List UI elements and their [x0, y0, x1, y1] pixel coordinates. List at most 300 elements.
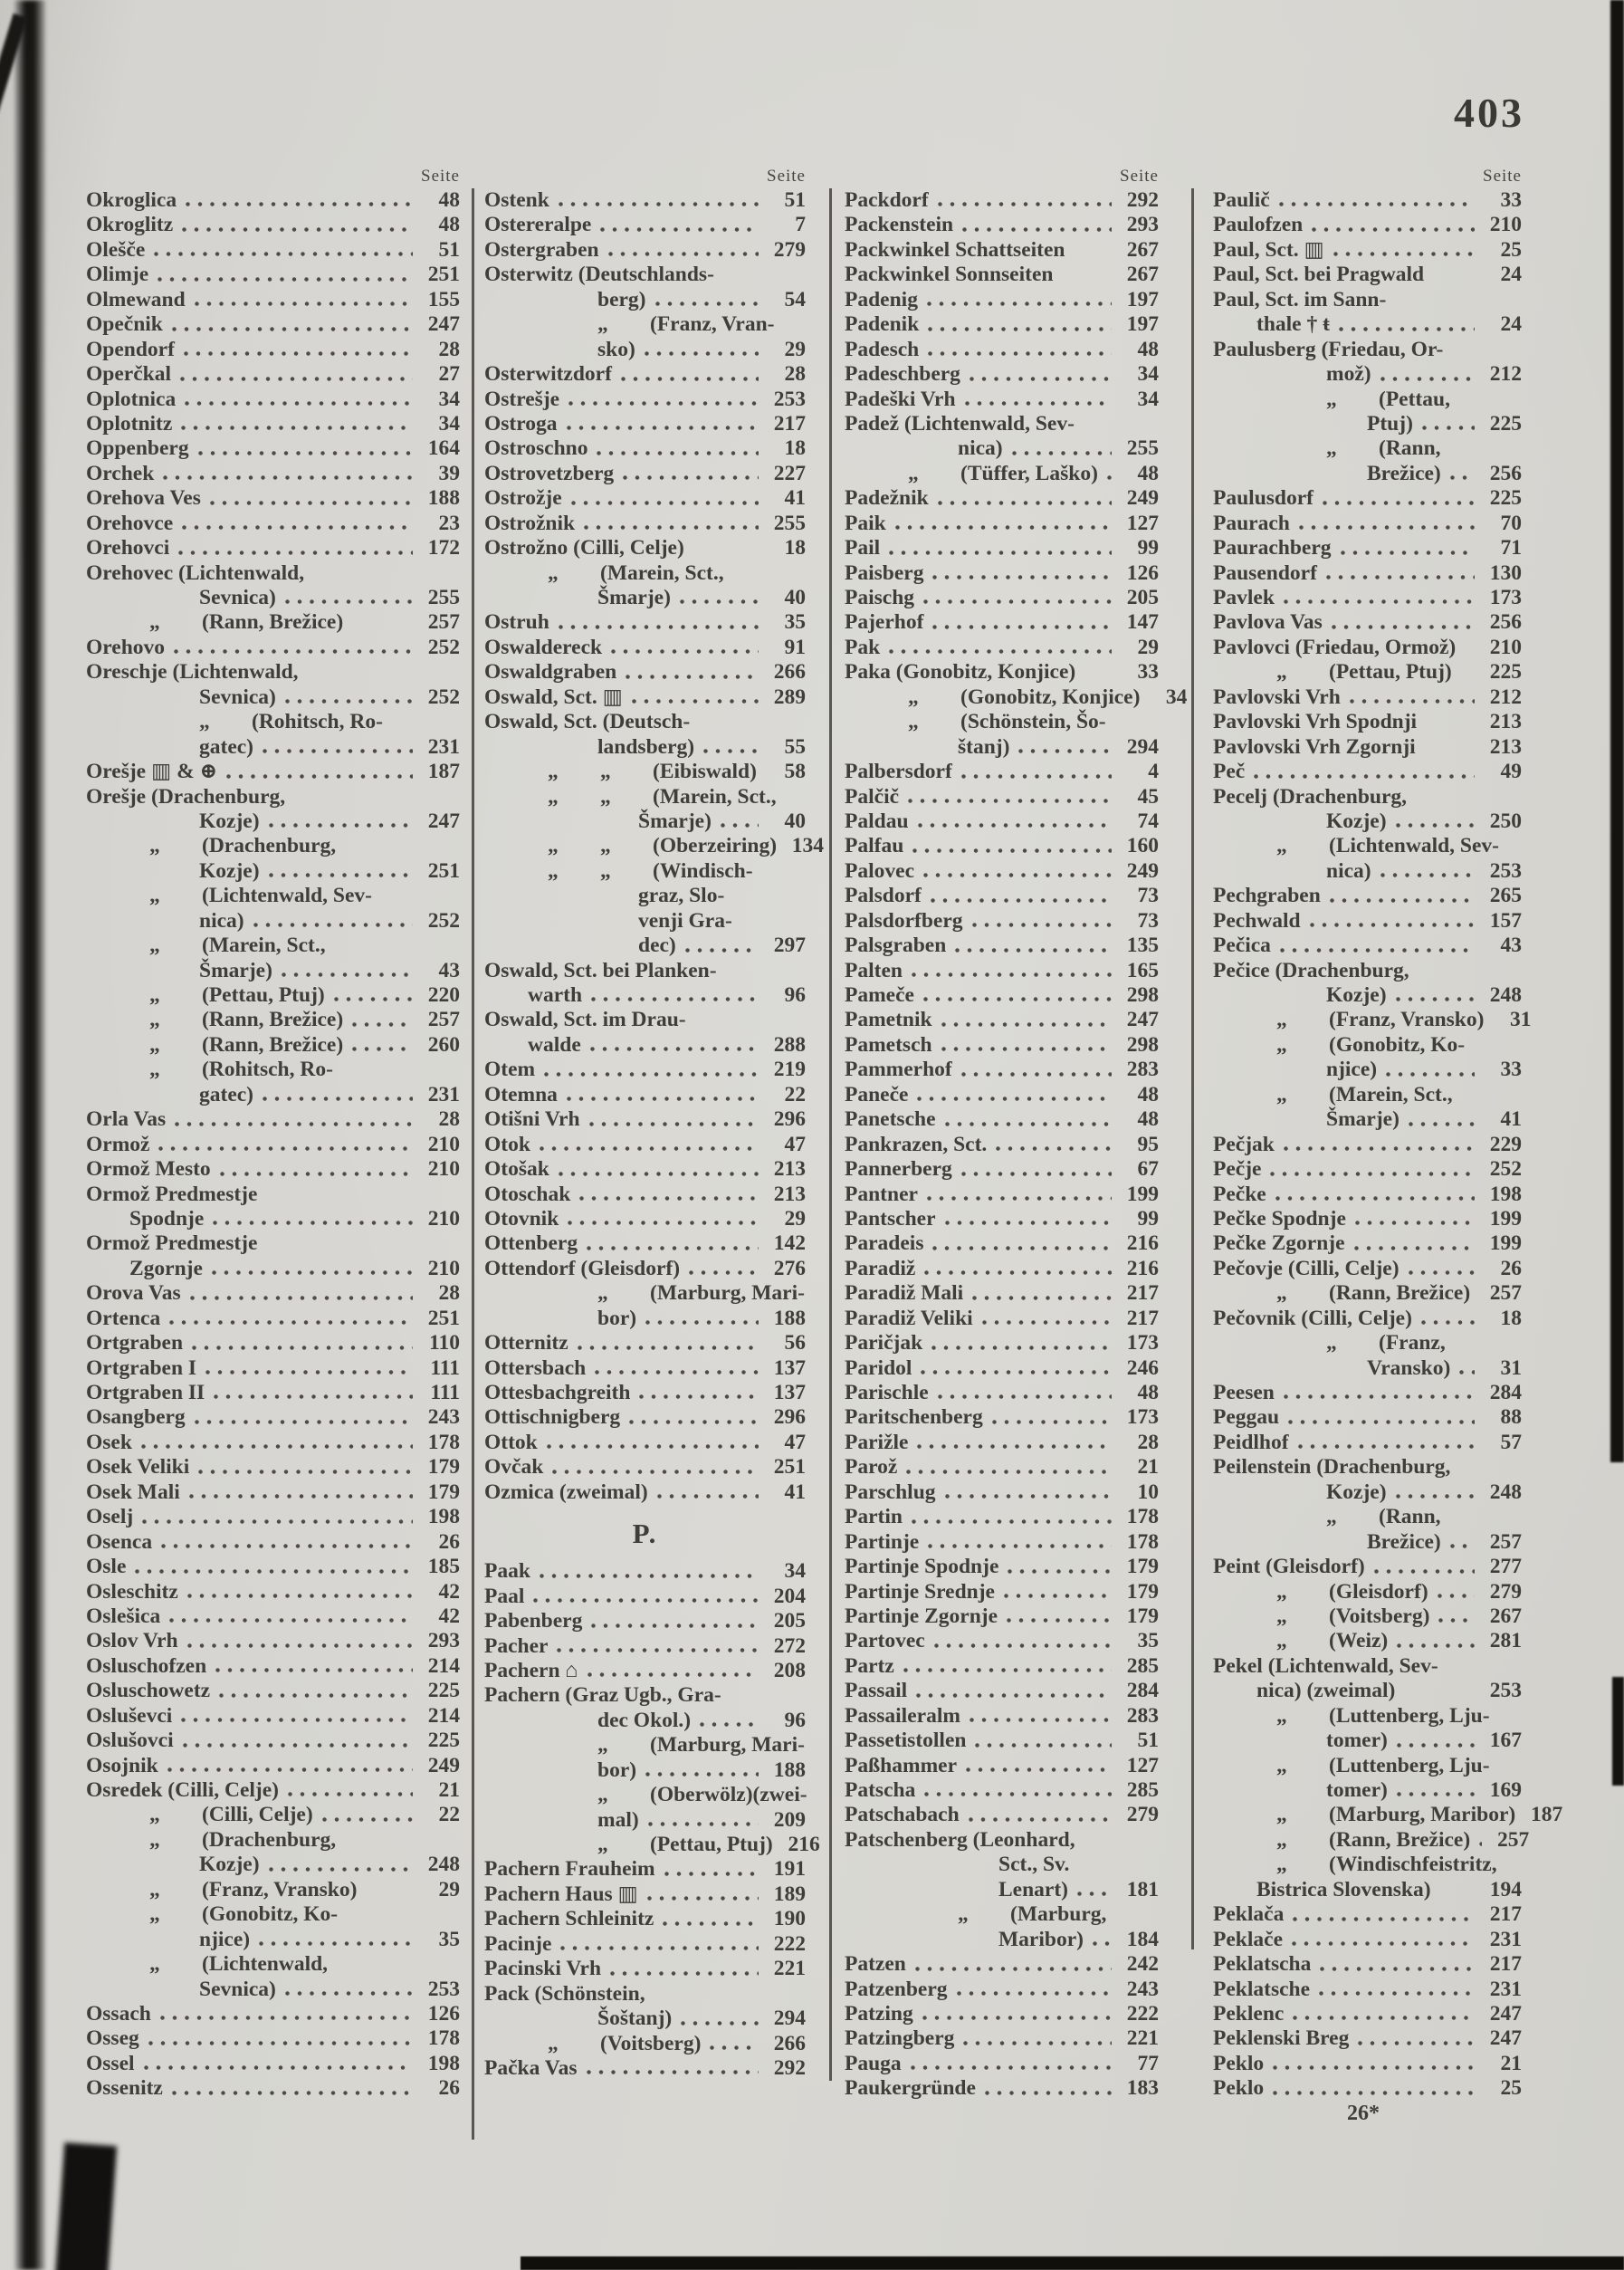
- dot-leader: [570, 499, 759, 507]
- entry-name: Bistrica Slovenska): [1256, 1877, 1431, 1901]
- entry-name: Patzingberg: [845, 2026, 955, 2051]
- dot-leader: [927, 1542, 1112, 1550]
- index-entry-line: [86, 1704, 460, 1729]
- entry-page-number: 231: [427, 1082, 460, 1106]
- dot-leader: [1253, 772, 1475, 781]
- entry-name: Šmarje): [638, 809, 712, 833]
- entry-name: Pametnik: [845, 1008, 932, 1032]
- entry-page-number: 253: [1489, 1679, 1522, 1703]
- entry-name: Partovec: [845, 1629, 925, 1653]
- dot-leader: [680, 2019, 759, 2027]
- entry-name: Parižle: [845, 1430, 909, 1454]
- entry-name: (Voitsberg): [600, 2031, 702, 2055]
- ditto-mark: „: [1276, 1281, 1287, 1306]
- index-entry-line: [845, 1257, 1159, 1281]
- entry-name: Oswald, Sct. im Drau-: [484, 1008, 686, 1032]
- entry-name: Pajerhof: [845, 610, 924, 635]
- entry-name: (Luttenberg, Lju-: [1329, 1753, 1490, 1777]
- entry-name: Osek: [86, 1430, 132, 1454]
- index-entry-line: [845, 462, 1159, 486]
- entry-name: Okroglica: [86, 188, 177, 212]
- entry-page-number: 18: [1500, 1306, 1522, 1330]
- entry-page-number: 164: [427, 436, 460, 461]
- dot-leader: [922, 995, 1112, 1003]
- dot-leader: [931, 1244, 1112, 1252]
- dot-leader: [197, 1468, 413, 1476]
- entry-name: Peint (Gleisdorf): [1213, 1555, 1365, 1579]
- entry-name: Opendorf: [86, 337, 175, 361]
- dot-leader: [631, 697, 759, 705]
- entry-page-number: 247: [1126, 1008, 1159, 1032]
- dot-leader: [211, 1269, 413, 1277]
- dot-leader: [1092, 1940, 1112, 1948]
- dot-leader: [1396, 1790, 1475, 1798]
- dot-leader: [937, 1393, 1112, 1401]
- entry-page-number: 222: [1126, 2001, 1159, 2026]
- entry-page-number: 257: [427, 610, 460, 635]
- entry-name: Operčkal: [86, 362, 171, 387]
- entry-page-number: 24: [1500, 263, 1522, 287]
- entry-name: Okroglitz: [86, 213, 174, 237]
- entry-page-number: 252: [427, 635, 460, 659]
- dot-leader: [551, 1468, 759, 1476]
- entry-name: tomer): [1326, 1778, 1388, 1802]
- index-entry-line: [845, 1729, 1159, 1753]
- entry-name: Kozje): [1326, 1480, 1387, 1504]
- entry-name: Passetistollen: [845, 1729, 967, 1753]
- dot-leader: [162, 474, 413, 482]
- index-entry-line: [86, 1878, 460, 1902]
- entry-page-number: 178: [427, 2026, 460, 2051]
- entry-name: Ossach: [86, 2001, 151, 2026]
- entry-name: Orehovo: [86, 635, 166, 659]
- index-entry-line: [484, 1609, 806, 1633]
- entry-name: (Marein, Sct.,: [600, 560, 724, 585]
- index-entry-line: [1213, 1754, 1522, 1778]
- index-entry-line: [86, 1207, 460, 1231]
- entry-page-number: 253: [773, 387, 806, 411]
- index-entry-line: [845, 1083, 1159, 1107]
- entry-page-number: 248: [427, 1853, 460, 1877]
- entry-name: Osluševci: [86, 1703, 173, 1728]
- index-entry-line: [484, 1907, 806, 1931]
- index-entry-line: [484, 884, 806, 908]
- dot-leader: [1449, 474, 1475, 482]
- entry-name: Oplotnica: [86, 387, 177, 411]
- entry-page-number: 279: [773, 237, 806, 262]
- entry-page-number: 48: [1137, 461, 1159, 485]
- entry-page-number: 191: [773, 1857, 806, 1882]
- entry-page-number: 210: [427, 1206, 460, 1231]
- entry-name: Palsgraben: [845, 934, 947, 958]
- entry-name: Pak: [845, 635, 881, 659]
- index-entry-line: [86, 2052, 460, 2076]
- ditto-mark: „: [600, 784, 611, 809]
- dot-leader: [607, 250, 759, 258]
- index-entry-line: [86, 884, 460, 908]
- entry-name: Peilenstein (Drachenburg,: [1213, 1455, 1451, 1480]
- entry-name: Ortenca: [86, 1306, 161, 1330]
- entry-name: Padenig: [845, 287, 918, 311]
- entry-page-number: 95: [1137, 1132, 1159, 1156]
- entry-name: Paak: [484, 1559, 530, 1584]
- entry-name: Brežice): [1367, 461, 1441, 485]
- entry-page-number: 296: [773, 1405, 806, 1430]
- entry-page-number: 214: [427, 1703, 460, 1728]
- dot-leader: [1349, 697, 1475, 705]
- entry-name: (Drachenburg,: [202, 834, 337, 858]
- dot-leader: [1331, 623, 1475, 631]
- index-entry-line: [86, 1902, 460, 1927]
- index-entry-line: [845, 610, 1159, 635]
- scan-edge-shadow-right-mid: [1612, 1677, 1624, 1786]
- index-entry-line: [86, 1058, 460, 1082]
- entry-page-number: 51: [784, 188, 806, 212]
- dot-leader: [1279, 946, 1475, 954]
- index-entry-line: [1213, 834, 1522, 858]
- ditto-mark: „: [1276, 1703, 1287, 1728]
- index-entry-line: [845, 1803, 1159, 1827]
- entry-name: (Rann, Brežice): [1329, 1281, 1471, 1306]
- index-entry-line: [1213, 1480, 1522, 1505]
- entry-name: Ostruh: [484, 610, 549, 635]
- index-entry-line: [86, 412, 460, 436]
- entry-name: Pachern (Graz Ugb., Gra-: [484, 1683, 721, 1708]
- entry-page-number: 26: [1500, 1256, 1522, 1280]
- entry-name: Padenik: [845, 312, 920, 337]
- entry-page-number: 210: [427, 1256, 460, 1280]
- entry-name: Ottendorf (Gleisdorf): [484, 1256, 681, 1280]
- dot-leader: [894, 523, 1112, 532]
- entry-name: Otošak: [484, 1157, 549, 1182]
- index-entry-line: [86, 1828, 460, 1853]
- dot-leader: [558, 200, 759, 208]
- index-entry-line: [1213, 685, 1522, 710]
- entry-name: Peidlhof: [1213, 1430, 1289, 1454]
- index-entry-line: [484, 1083, 806, 1107]
- index-entry-line: [484, 536, 806, 560]
- index-entry-line: [86, 188, 460, 213]
- entry-name: Peggau: [1213, 1405, 1280, 1430]
- entry-name: Orova Vas: [86, 1281, 181, 1306]
- dot-leader: [1353, 1244, 1475, 1252]
- index-entry-line: [1213, 1654, 1522, 1679]
- index-entry-line: [1213, 2076, 1522, 2101]
- index-entry-line: [86, 1729, 460, 1753]
- entry-page-number: 34: [784, 1559, 806, 1584]
- index-entry-line: [845, 1281, 1159, 1306]
- index-entry-line: [1213, 1853, 1522, 1877]
- dot-leader: [969, 1716, 1112, 1724]
- index-entry-line: [86, 1257, 460, 1281]
- index-entry-line: [484, 1033, 806, 1058]
- dot-leader: [910, 2064, 1112, 2072]
- index-entry-line: [845, 288, 1159, 312]
- entry-name: (Voitsberg): [1329, 1604, 1430, 1628]
- entry-page-number: 127: [1126, 511, 1159, 535]
- dot-leader: [171, 325, 413, 333]
- index-entry-line: [484, 1659, 806, 1683]
- ditto-mark: „: [1276, 1853, 1287, 1877]
- entry-page-number: 217: [1126, 1306, 1159, 1330]
- entry-page-number: 130: [1489, 560, 1522, 585]
- index-entry-line: [86, 312, 460, 337]
- index-entry-line: [845, 213, 1159, 237]
- entry-page-number: 67: [1137, 1157, 1159, 1182]
- index-entry-line: [1213, 1878, 1522, 1902]
- entry-page-number: 198: [427, 1505, 460, 1529]
- entry-page-number: 243: [1126, 1977, 1159, 2001]
- index-entry-line: [484, 1281, 806, 1306]
- entry-name: Ormož: [86, 1132, 150, 1156]
- index-entry-line: [1213, 512, 1522, 536]
- entry-page-number: 289: [773, 685, 806, 709]
- index-entry-line: [484, 959, 806, 983]
- entry-name: (Marein, Sct.,: [1329, 1082, 1453, 1106]
- dot-leader: [157, 275, 413, 283]
- dot-leader: [1421, 424, 1475, 432]
- index-column-3: [845, 159, 1188, 2102]
- entry-name: Pacinje: [484, 1931, 552, 1956]
- entry-name: Palten: [845, 958, 903, 982]
- dot-leader: [1357, 2039, 1475, 2047]
- index-entry-line: [1213, 1803, 1563, 1827]
- index-entry-line: [845, 1555, 1159, 1579]
- index-entry-line: [845, 188, 1159, 213]
- entry-page-number: 247: [427, 312, 460, 337]
- index-entry-line: [86, 436, 460, 461]
- entry-name: Oswald, Sct. ▥: [484, 685, 623, 709]
- entry-name: Osangberg: [86, 1405, 186, 1430]
- entry-name: Partz: [845, 1653, 894, 1678]
- entry-name: Paurachberg: [1213, 536, 1332, 560]
- ditto-mark: „: [1326, 1331, 1337, 1355]
- dot-leader: [1292, 2014, 1475, 2022]
- entry-page-number: 194: [1489, 1877, 1522, 1901]
- entry-name: (Luttenberg, Lju-: [1329, 1703, 1490, 1728]
- entry-page-number: 77: [1137, 2051, 1159, 2075]
- entry-page-number: 181: [1126, 1877, 1159, 1901]
- ditto-mark: „: [1276, 1629, 1287, 1653]
- dot-leader: [684, 946, 759, 954]
- entry-name: Osredek (Cilli, Celje): [86, 1778, 279, 1802]
- entry-name: Ostrešje: [484, 387, 560, 411]
- entry-name: Ptuj): [1367, 411, 1413, 436]
- ditto-mark: „: [149, 834, 160, 858]
- ditto-mark: „: [1276, 660, 1287, 685]
- entry-name: Orehova Ves: [86, 486, 201, 511]
- entry-name: nica) (zweimal): [1256, 1679, 1396, 1703]
- entry-name: dec): [638, 934, 676, 958]
- dot-leader: [268, 1865, 413, 1873]
- index-entry-line: [845, 1183, 1159, 1207]
- entry-page-number: 4: [1148, 760, 1159, 784]
- entry-name: Parschlug: [845, 1480, 936, 1504]
- index-entry-line: [86, 1679, 460, 1703]
- dot-leader: [1319, 1965, 1475, 1973]
- entry-name: Otternitz: [484, 1331, 568, 1355]
- index-entry-line: [845, 1853, 1159, 1877]
- dot-leader: [971, 921, 1112, 929]
- entry-page-number: 178: [427, 1430, 460, 1454]
- index-entry-line: [484, 462, 806, 486]
- entry-page-number: 256: [1489, 461, 1522, 485]
- dot-leader: [1269, 1170, 1475, 1178]
- index-entry-line: [845, 1307, 1159, 1331]
- dot-leader: [620, 375, 759, 383]
- entry-page-number: 54: [784, 287, 806, 311]
- index-entry-line: [845, 1754, 1159, 1778]
- index-entry-line: [1213, 288, 1522, 312]
- entry-page-number: 51: [1137, 1729, 1159, 1753]
- index-entry-line: [484, 238, 806, 263]
- index-entry-line: [86, 1381, 460, 1405]
- entry-page-number: 198: [1489, 1182, 1522, 1206]
- dot-leader: [1283, 598, 1475, 606]
- dot-leader: [1478, 1840, 1482, 1848]
- entry-name: (Oberwölz)(zwei-: [650, 1783, 807, 1807]
- dot-leader: [262, 747, 413, 755]
- entry-page-number: 213: [773, 1182, 806, 1206]
- entry-page-number: 247: [1489, 2026, 1522, 2051]
- index-entry-line: [1213, 263, 1522, 287]
- index-entry-line: [86, 1083, 460, 1107]
- dot-leader: [933, 1642, 1112, 1650]
- dot-leader: [215, 1666, 413, 1674]
- gutter-shadow-bottom: [55, 2142, 117, 2270]
- index-entry-line: [1213, 338, 1522, 362]
- entry-name: Parož: [845, 1455, 898, 1480]
- entry-name: Peklatscha: [1213, 1952, 1312, 1977]
- dot-leader: [927, 325, 1112, 333]
- entry-page-number: 41: [1500, 1107, 1522, 1132]
- entry-page-number: 34: [1165, 685, 1188, 709]
- index-entry-line: [845, 1928, 1159, 1952]
- entry-page-number: 209: [773, 1807, 806, 1832]
- index-entry-line: [86, 1331, 460, 1355]
- entry-page-number: 185: [427, 1555, 460, 1579]
- entry-name: (Weiz): [1329, 1629, 1389, 1653]
- entry-page-number: 294: [1126, 734, 1159, 759]
- dot-leader: [1396, 1642, 1475, 1650]
- index-entry-line: [86, 586, 460, 610]
- index-entry-line: [1213, 1133, 1522, 1157]
- dot-leader: [688, 1269, 759, 1277]
- index-entry-line: [86, 1555, 460, 1579]
- entry-page-number: 257: [1496, 1827, 1530, 1852]
- index-entry-line: [845, 1679, 1159, 1703]
- entry-name: Ortgraben: [86, 1331, 184, 1355]
- entry-name: Packwinkel Sonnseiten: [845, 263, 1054, 287]
- dot-leader: [1275, 1194, 1475, 1202]
- index-entry-line: [1213, 636, 1522, 660]
- dot-leader: [664, 1870, 759, 1878]
- dot-leader: [944, 1120, 1112, 1128]
- ditto-mark: „: [1276, 1082, 1287, 1106]
- entry-page-number: 213: [1489, 734, 1522, 759]
- dot-leader: [917, 821, 1112, 829]
- index-entry-line: [845, 1455, 1159, 1480]
- entry-name: Pekel (Lichtenwald, Sev-: [1213, 1653, 1438, 1678]
- index-entry-line: [845, 2026, 1159, 2051]
- entry-name: Ostergraben: [484, 237, 599, 262]
- entry-name: (Lichtenwald,: [202, 1952, 329, 1977]
- index-entry-line: [845, 909, 1159, 934]
- dot-leader: [991, 1418, 1112, 1426]
- entry-page-number: 266: [773, 660, 806, 685]
- index-entry-line: [484, 1585, 806, 1609]
- index-entry-line: [484, 636, 806, 660]
- entry-name: Pavlovski Vrh Zgornji: [1213, 734, 1416, 759]
- entry-name: gatec): [199, 734, 254, 759]
- entry-name: Paulič: [1213, 188, 1270, 212]
- entry-name: Osterwitzdorf: [484, 362, 612, 387]
- entry-page-number: 42: [438, 1604, 460, 1628]
- dot-leader: [134, 1567, 413, 1576]
- index-entry-line: [845, 1505, 1159, 1529]
- dot-leader: [923, 1790, 1112, 1798]
- dot-leader: [173, 647, 413, 656]
- entry-name: Pachern ⌂: [484, 1658, 578, 1682]
- dot-leader: [559, 1944, 759, 1952]
- entry-page-number: 173: [1126, 1331, 1159, 1355]
- entry-page-number: 221: [773, 1957, 806, 1981]
- entry-page-number: 267: [1126, 263, 1159, 287]
- entry-page-number: 41: [784, 1480, 806, 1504]
- entry-page-number: 249: [1126, 486, 1159, 511]
- index-entry-line: [1213, 462, 1522, 486]
- index-entry-line: [1213, 1952, 1522, 1977]
- entry-name: Brežice): [1367, 1529, 1441, 1554]
- entry-name: Ozmica (zweimal): [484, 1480, 648, 1504]
- entry-page-number: 242: [1126, 1952, 1159, 1977]
- index-entry-line: [484, 436, 806, 461]
- column-divider-rule: [829, 188, 832, 2081]
- entry-name: Paradeis: [845, 1231, 924, 1256]
- dot-leader: [186, 1642, 413, 1650]
- ditto-mark: „: [908, 461, 919, 485]
- entry-page-number: 252: [427, 685, 460, 709]
- dot-leader: [168, 1616, 413, 1624]
- entry-name: Ottischnigberg: [484, 1405, 621, 1430]
- entry-page-number: 247: [1489, 2001, 1522, 2026]
- index-entry-line: [845, 1704, 1159, 1729]
- entry-name: dec Okol.): [597, 1708, 692, 1732]
- index-entry-line: [1213, 486, 1522, 511]
- entry-name: Opečnik: [86, 312, 163, 337]
- dot-leader: [912, 847, 1112, 855]
- entry-name: Partin: [845, 1505, 903, 1529]
- entry-name: Pachern Haus ▥: [484, 1882, 638, 1906]
- index-entry-line: [1213, 1455, 1522, 1480]
- entry-page-number: 73: [1137, 908, 1159, 933]
- dot-leader: [213, 1393, 413, 1401]
- index-entry-line: [845, 1033, 1159, 1058]
- dot-leader: [911, 1518, 1112, 1526]
- index-entry-line: [484, 1381, 806, 1405]
- index-entry-line: [86, 1604, 460, 1629]
- entry-name: Paisberg: [845, 560, 924, 585]
- entry-name: Paulusdorf: [1213, 486, 1314, 511]
- index-entry-line: [484, 1683, 806, 1708]
- entry-name: Palsdorf: [845, 884, 922, 908]
- index-entry-line: [845, 312, 1159, 337]
- index-entry-line: [845, 412, 1159, 436]
- entry-page-number: 110: [429, 1331, 460, 1355]
- entry-page-number: 260: [427, 1032, 460, 1057]
- entry-page-number: 216: [1126, 1256, 1159, 1280]
- dot-leader: [1396, 1741, 1475, 1749]
